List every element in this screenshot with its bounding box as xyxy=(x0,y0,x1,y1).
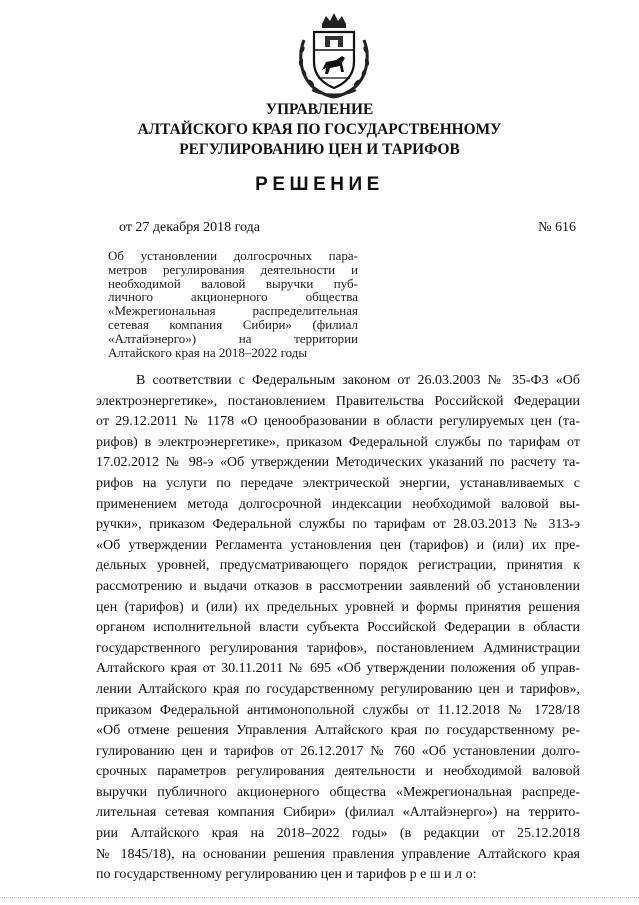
body-line: от 29.12.2011 № 1178 «О ценообразовании в области регулируемых цен (та- xyxy=(96,414,580,430)
body-line: государственного регулирования тарифов», постановлением Администрации xyxy=(96,640,580,656)
body-line: рассмотрению и выдачи отказов в рассмотрении заявлений об установлении xyxy=(96,578,580,594)
body-line: ручки», приказом Федеральной службы по тарифам от 28.03.2013 № 313-э xyxy=(96,517,580,533)
body-line: лительная сетевая компания Сибири» (филиал «Алтайэнерго») на террито- xyxy=(96,805,580,821)
body-line: приказом Федеральной антимонопольной службы от 11.12.2018 № 1728/18 xyxy=(96,702,580,718)
body-line: лении Алтайского края по государственному регулированию цен и тарифов», xyxy=(96,681,580,697)
subject-line: Об установлении долгосрочных пара- xyxy=(108,248,358,263)
document-subject xyxy=(108,249,358,359)
authority-line-2: АЛТАЙСКОГО КРАЯ ПО ГОСУДАРСТВЕННОМУ xyxy=(137,121,502,138)
subject-line: «Межрегиональная распределительная xyxy=(108,303,358,319)
body-line: 17.02.2012 № 98-э «Об утверждении Методических указаний по расчету та- xyxy=(96,455,580,471)
body-line: дельных уровней, предусматривающего порядок регистрации, принятия к xyxy=(96,558,580,574)
body-line: рии Алтайского края на 2018–2022 годы» (в редакции от 25.12.2018 xyxy=(96,826,580,842)
authority-line-3: РЕГУЛИРОВАНИЮ ЦЕН И ТАРИФОВ xyxy=(179,141,460,158)
body-line: № 1845/18), на основании решения правления управление Алтайского края xyxy=(96,846,580,862)
body-line: «Об утверждении Регламента установления цен (тарифов) и (или) их пре- xyxy=(96,537,580,553)
authority-line-1: УПРАВЛЕНИЕ xyxy=(265,101,374,118)
subject-line: Алтайского края на 2018–2022 годы xyxy=(108,344,308,360)
subject-line: необходимой валовой выручки пуб- xyxy=(108,275,358,291)
subject-line: метров регулирования деятельности и xyxy=(108,261,358,277)
document-body xyxy=(96,371,580,886)
document-number: № 616 xyxy=(538,220,576,235)
issuing-authority xyxy=(0,100,639,160)
body-line: рифов на услуги по передаче электрической энергии, устанавливаемых с xyxy=(96,475,580,491)
body-line: рифов) в электроэнергетике», приказом Федеральной службы по тарифам от xyxy=(96,434,580,450)
body-line: «Об отмене решения Управления Алтайского края по государственному ре- xyxy=(96,723,580,739)
body-line: органом исполнительной власти субъекта Российской Федерации в области xyxy=(96,620,580,636)
document-title: РЕШЕНИЕ xyxy=(255,174,384,195)
body-line: электроэнергетике», постановлением Правительства Российской Федерации xyxy=(96,393,580,409)
coat-of-arms-icon xyxy=(292,10,376,100)
body-line: гулированию цен и тарифов от 26.12.2017 № 760 «Об установлении долго- xyxy=(96,743,580,759)
page-bottom-edge xyxy=(0,897,639,898)
subject-line: личного акционерного общества xyxy=(108,289,358,305)
body-line: Алтайского края от 30.11.2011 № 695 «Об утверждении положения об управ- xyxy=(96,661,580,677)
body-line: по государственному регулированию цен и тарифов р е ш и л о: xyxy=(96,867,477,883)
body-line: В соответствии с Федеральным законом от 26.03.2003 № 35-ФЗ «Об xyxy=(136,373,580,388)
body-line: применением метода долгосрочной индексации необходимой валовой вы- xyxy=(96,496,580,512)
body-line: выручки публичного акционерного общества «Межрегиональная распреде- xyxy=(96,784,580,800)
document-date: от 27 декабря 2018 года xyxy=(119,220,260,235)
subject-line: сетевая компания Сибири» (филиал xyxy=(108,316,358,332)
body-line: срочных параметров регулирования деятельности и необходимой валовой xyxy=(96,764,580,780)
body-line: цен (тарифов) и (или) их предельных уровней и формы принятия решения xyxy=(96,599,580,615)
subject-line: «Алтайэнерго») на территории xyxy=(108,330,358,346)
